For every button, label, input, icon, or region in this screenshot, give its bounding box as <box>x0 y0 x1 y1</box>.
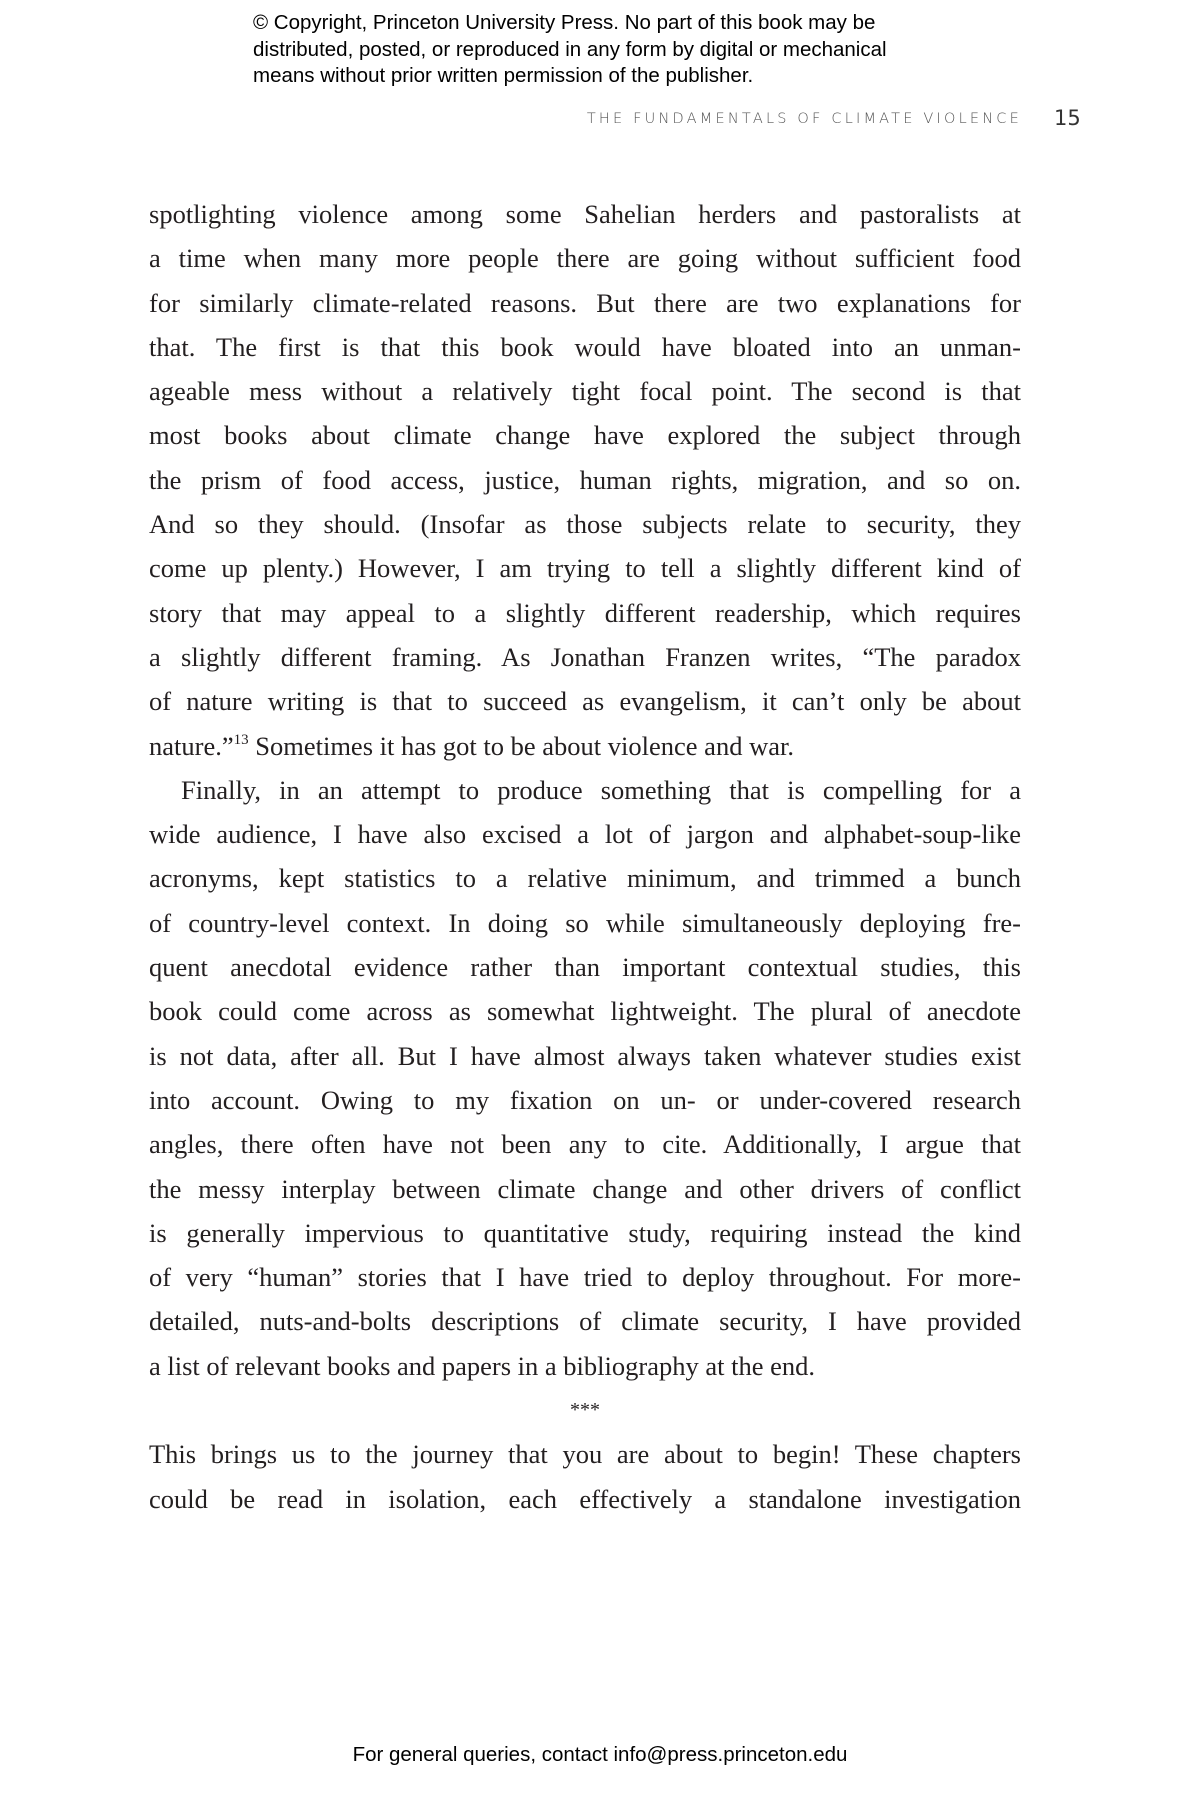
footnote-ref[interactable]: 13 <box>233 731 249 748</box>
text-line: of very “human” stories that I have tried to deploy throughout. For more- <box>149 1262 1021 1293</box>
paragraph-2 <box>149 768 1021 1388</box>
text-line: into account. Owing to my fixation on un- or under-covered research <box>149 1084 1021 1115</box>
text-segment: Sometimes it has got to be about violence and war. <box>248 730 794 761</box>
copyright-notice <box>253 10 887 90</box>
text-line: come up plenty.) However, I am trying to tell a slightly different kind of <box>149 553 1021 584</box>
text-line: a list of relevant books and papers in a bibliography at the end. <box>149 1350 815 1381</box>
text-segment: nature.” <box>149 730 234 761</box>
text-line: And so they should. (Insofar as those subjects relate to security, they <box>149 509 1021 540</box>
text-line: ageable mess without a relatively tight focal point. The second is that <box>149 376 1021 407</box>
copyright-line: distributed, posted, or reproduced in any form by digital or mechanical <box>253 37 887 61</box>
text-line: that. The first is that this book would have bloated into an unman- <box>149 331 1021 362</box>
footer-contact: For general queries, contact info@press.princeton.edu <box>352 1743 848 1766</box>
text-line: is not data, after all. But I have almost always taken whatever studies exist <box>149 1040 1021 1071</box>
text-line: story that may appeal to a slightly different readership, which requires <box>149 597 1021 628</box>
text-line: This brings us to the journey that you are about to begin! These chapters <box>149 1439 1021 1470</box>
text-line: of nature writing is that to succeed as evangelism, it can’t only be about <box>149 686 1021 717</box>
text-line: detailed, nuts-and-bolts descriptions of climate security, I have provided <box>149 1306 1021 1337</box>
copyright-line: means without prior written permission of the publisher. <box>253 64 754 87</box>
text-line: the messy interplay between climate change and other drivers of conflict <box>149 1173 1021 1204</box>
text-line: spotlighting violence among some Sahelian herders and pastoralists at <box>149 199 1021 229</box>
section-break: *** <box>570 1399 600 1422</box>
copyright-line: © Copyright, Princeton University Press. No part of this book may be <box>253 11 876 34</box>
paragraph-1 <box>149 192 1021 724</box>
page-number: 15 <box>1054 106 1081 130</box>
paragraph-3 <box>149 1432 1021 1521</box>
text-line <box>149 724 1021 768</box>
running-head: THE FUNDAMENTALS OF CLIMATE VIOLENCE <box>586 111 1022 127</box>
text-line: angles, there often have not been any to cite. Additionally, I argue that <box>149 1129 1021 1160</box>
text-line: book could come across as somewhat lightweight. The plural of anecdote <box>149 996 1021 1027</box>
text-line: quent anecdotal evidence rather than important contextual studies, this <box>149 952 1021 983</box>
text-line: for similarly climate-related reasons. But there are two explanations for <box>149 287 1021 318</box>
body-text <box>149 192 1021 1521</box>
text-line: wide audience, I have also excised a lot of jargon and alphabet-soup-like <box>149 819 1021 850</box>
text-line: could be read in isolation, each effectively a standalone investigation <box>149 1483 1021 1514</box>
text-line: the prism of food access, justice, human rights, migration, and so on. <box>149 464 1021 495</box>
text-line: a slightly different framing. As Jonathan Franzen writes, “The paradox <box>149 641 1021 672</box>
text-line: a time when many more people there are going without sufficient food <box>149 243 1021 274</box>
text-line: most books about climate change have explored the subject through <box>149 420 1021 451</box>
text-line: is generally impervious to quantitative study, requiring instead the kind <box>149 1217 1021 1248</box>
text-line: of country-level context. In doing so while simultaneously deploying fre- <box>149 907 1021 938</box>
text-line: acronyms, kept statistics to a relative minimum, and trimmed a bunch <box>149 863 1021 894</box>
text-line: Finally, in an attempt to produce something that is compelling for a <box>181 774 1021 805</box>
